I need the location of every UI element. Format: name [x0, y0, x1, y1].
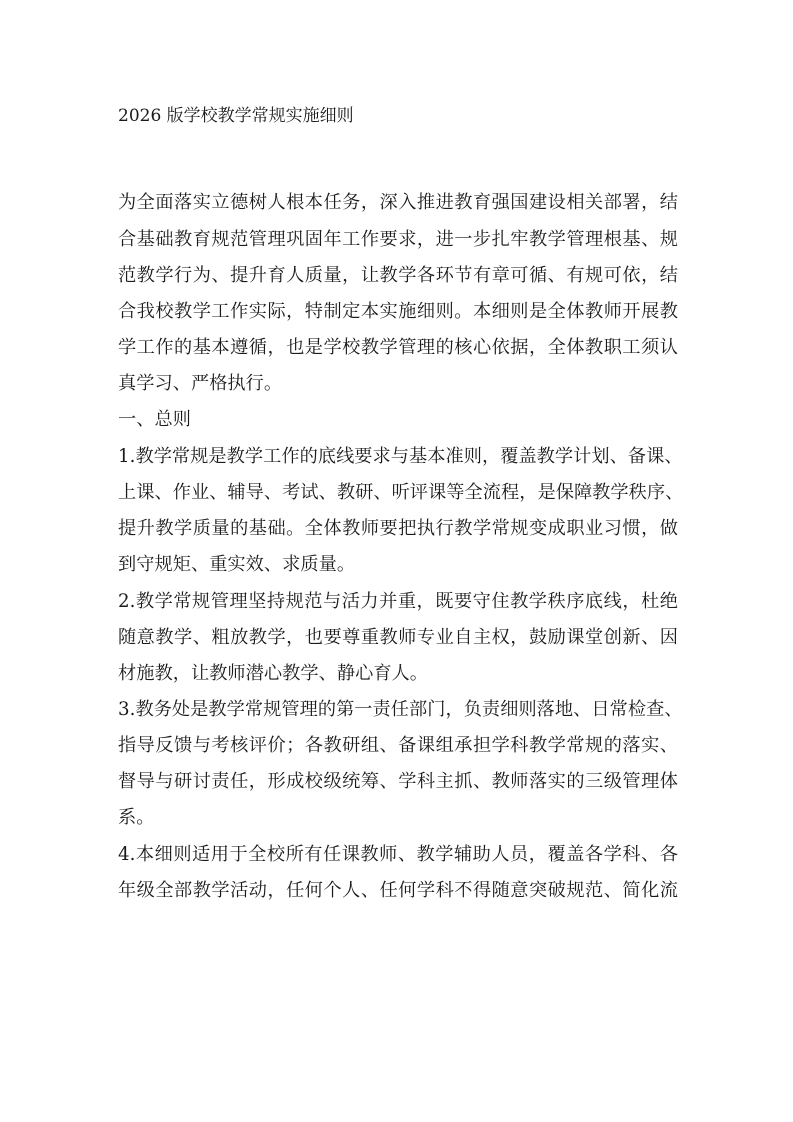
section-heading: 一、总则 — [118, 409, 191, 430]
item-1-line: 到守规矩、重实效、求质量。 — [118, 554, 356, 575]
intro-line: 为全面落实立德树人根本任务，深入推进教育强国建设相关部署，结 — [118, 192, 678, 213]
intro-line: 合我校教学工作实际，特制定本实施细则。本细则是全体教师开展教 — [118, 301, 678, 322]
item-3-line: 指导反馈与考核评价；各教研组、备课组承担学科教学常规的落实、 — [118, 735, 678, 756]
item-2-line: 随意教学、粗放教学，也要尊重教师专业自主权，鼓励课堂创新、因 — [118, 627, 678, 648]
intro-line: 合基础教育规范管理巩固年工作要求，进一步扎牢教学管理根基、规 — [118, 229, 678, 250]
item-3-line: 督导与研讨责任，形成校级统筹、学科主抓、教师落实的三级管理体 — [118, 771, 678, 792]
intro-line: 真学习、严格执行。 — [118, 373, 283, 394]
item-3-line: 3.教务处是教学常规管理的第一责任部门，负责细则落地、日常检查、 — [118, 699, 683, 720]
item-2-line: 2.教学常规管理坚持规范与活力并重，既要守住教学秩序底线，杜绝 — [118, 591, 678, 612]
document-title: 2026 版学校教学常规实施细则 — [118, 106, 354, 126]
intro-line: 范教学行为、提升育人质量，让教学各环节有章可循、有规可依，结 — [118, 265, 678, 286]
item-2-line: 材施教，让教师潜心教学、静心育人。 — [118, 663, 429, 684]
intro-line: 学工作的基本遵循，也是学校教学管理的核心依据，全体教职工须认 — [118, 337, 678, 358]
item-1-line: 上课、作业、辅导、考试、教研、听评课等全流程，是保障教学秩序、 — [118, 482, 684, 503]
item-4-line: 年级全部教学活动，任何个人、任何学科不得随意突破规范、简化流 — [118, 880, 678, 901]
item-4-line: 4.本细则适用于全校所有任课教师、教学辅助人员，覆盖各学科、各 — [118, 844, 678, 865]
item-1-line: 1.教学常规是教学工作的底线要求与基本准则，覆盖教学计划、备课、 — [118, 446, 683, 467]
item-3-line: 系。 — [118, 807, 155, 828]
item-1-line: 提升教学质量的基础。全体教师要把执行教学常规变成职业习惯，做 — [118, 518, 678, 539]
